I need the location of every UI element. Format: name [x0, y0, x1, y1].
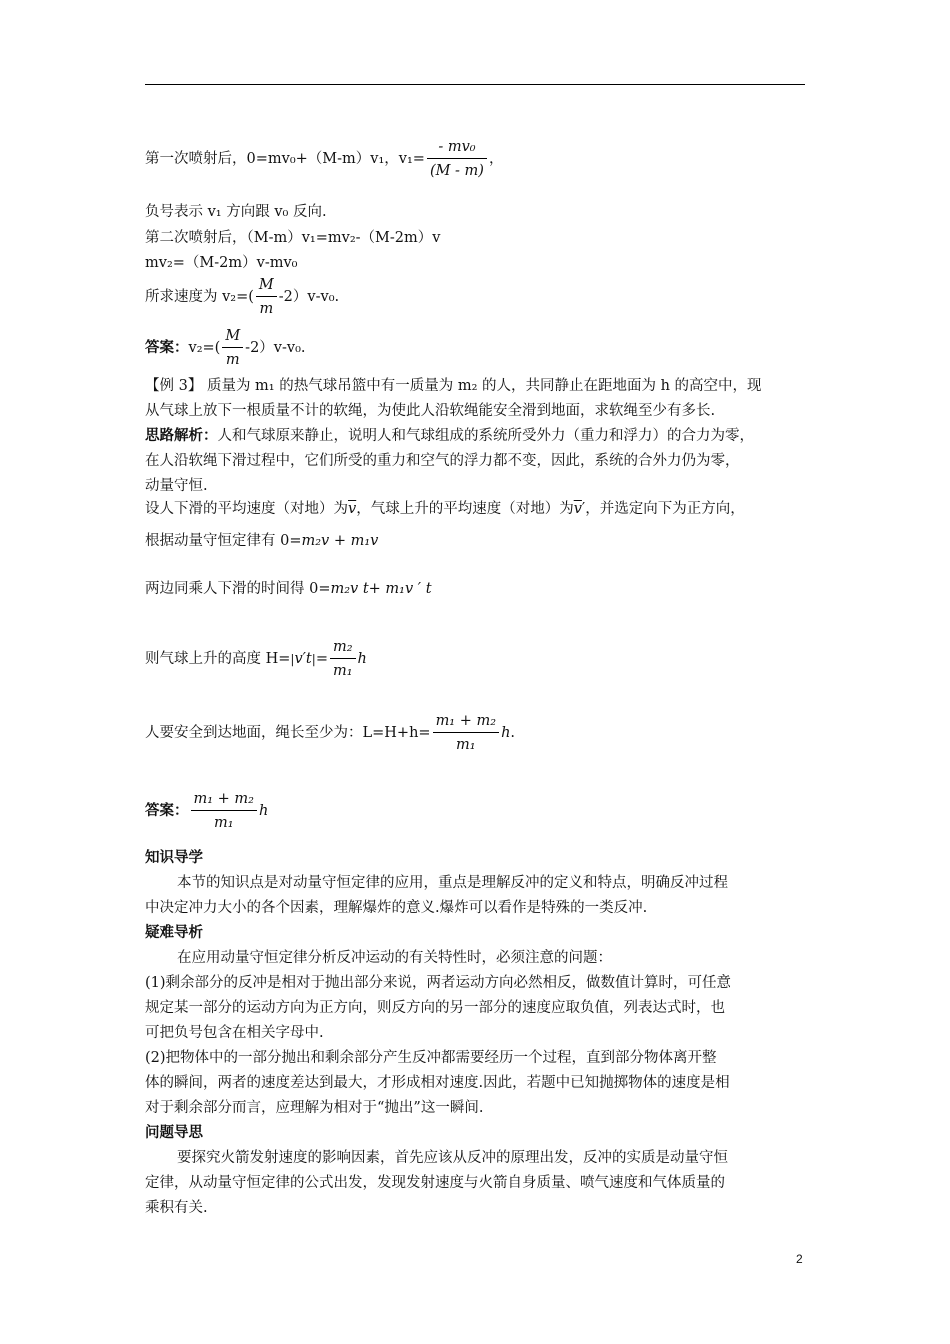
- answer-2-h: h: [259, 803, 269, 819]
- question-line-a: 要探究火箭发射速度的影响因素，首先应该从反冲的原理出发，反冲的实质是动量守恒: [177, 1150, 728, 1166]
- example3-line-a: 【例 3】 质量为 m₁ 的热气球吊篮中有一质量为 m₂ 的人，共同静止在距地面为 h 的高空中，现: [145, 378, 762, 394]
- answer-2-fraction: [191, 790, 258, 832]
- fraction-M-numerator: M: [256, 276, 277, 297]
- fraction-v1: [427, 138, 487, 180]
- rope-tail: .: [510, 725, 516, 741]
- knowledge-line-a: 本节的知识点是对动量守恒定律的应用，重点是理解反冲的定义和特点，明确反冲过程: [177, 875, 728, 891]
- set-text-a: 设人下滑的平均速度（对地）为: [145, 501, 348, 517]
- height-fraction: [330, 638, 356, 680]
- height-h: h: [357, 651, 367, 667]
- line-balloon-height: 则气球上升的高度 H=|v′t|= $\frac{\text{m₂}}{\text{m₁}}$ h: [145, 639, 367, 679]
- line-second-jet: 第二次喷射后，（M-m）v₁=mv₂-（M-2m）v: [145, 230, 441, 246]
- set-text-b: ，气球上升的平均速度（对地）为: [356, 501, 574, 517]
- answer-2-denominator: m₁: [213, 815, 234, 831]
- section-title-difficulty: 疑难导析: [145, 924, 203, 941]
- page-number: 2: [796, 1252, 803, 1266]
- text-first-jet-tail: ，: [488, 151, 504, 167]
- height-abs-expr: v′t: [294, 651, 312, 667]
- text-result-pre: 所求速度为 v₂=(: [145, 289, 254, 305]
- answer-1-denominator: m: [225, 352, 240, 368]
- set-text-c: ′，并选定向下为正方向，: [581, 501, 745, 517]
- rope-fraction: [433, 712, 500, 754]
- knowledge-line-b: 中决定冲力大小的各个因素，理解爆炸的意义.爆炸可以看作是特殊的一类反冲.: [145, 900, 648, 916]
- header-rule: [145, 84, 805, 85]
- text-result-post: -2）v-v₀.: [278, 289, 340, 305]
- law-expression: m₂v + m₁v: [301, 533, 379, 549]
- think-line-c: 动量守恒.: [145, 478, 208, 494]
- difficulty-line-g: 对于剩余部分而言，应理解为相对于“抛出”这一瞬间.: [145, 1100, 484, 1116]
- fraction-v1-denominator: (M - m): [429, 163, 484, 179]
- fraction-v1-numerator: - mv₀: [427, 138, 487, 159]
- section-title-knowledge: 知识导学: [145, 849, 203, 866]
- difficulty-line-c: 规定某一部分的运动方向为正方向，则反方向的另一部分的速度应取负值，列表达式时，也: [145, 1000, 725, 1016]
- fraction-m-denominator: m: [259, 301, 274, 317]
- rope-text: 人要安全到达地面，绳长至少为：L=H+h=: [145, 725, 431, 741]
- line-sign-note: 负号表示 v₁ 方向跟 v₀ 反向.: [145, 204, 327, 220]
- line-first-jet: [145, 138, 503, 180]
- difficulty-line-f: 体的瞬间，两者的速度差达到最大，才形成相对速度.因此，若题中已知抛掷物体的速度是相: [145, 1075, 730, 1091]
- answer-label-1: 答案：: [145, 339, 189, 356]
- rope-denominator: m₁: [456, 737, 476, 753]
- think-text-a: 人和气球原来静止，说明人和气球组成的系统所受外力（重力和浮力）的合力为零，: [217, 428, 754, 444]
- line-rope-length: [145, 712, 515, 754]
- rope-h: h: [501, 725, 511, 741]
- height-denominator: m₁: [332, 663, 353, 679]
- question-line-c: 乘积有关.: [145, 1200, 208, 1216]
- answer-2-numerator: m₁ + m₂: [191, 790, 258, 811]
- height-numerator: m₂: [330, 638, 356, 659]
- line-mv2: mv₂=（M-2m）v-mv₀: [145, 255, 298, 271]
- fraction-M-over-m: [256, 276, 277, 318]
- v-bar-prime-symbol: $\overline{v}$: [573, 501, 582, 517]
- think-line-b: 在人沿软绳下滑过程中，它们所受的重力和空气的浮力都不变，因此，系统的合外力仍为零，: [145, 453, 740, 469]
- line-multiply-time: [145, 580, 432, 598]
- line-result-speed: [145, 276, 339, 318]
- mult-expression: m₂v t+ m₁v ′ t: [330, 581, 432, 597]
- difficulty-line-d: 可把负号包含在相关字母中.: [145, 1025, 324, 1041]
- answer-1-pre: v₂=(: [188, 340, 221, 356]
- height-eq: =: [315, 651, 328, 667]
- difficulty-line-b: (1)剩余部分的反冲是相对于抛出部分来说，两者运动方向必然相反，做数值计算时，可任意: [145, 975, 732, 991]
- line-set-velocity: [145, 500, 745, 518]
- line-answer-1: [145, 327, 306, 369]
- think-line-a: [145, 427, 754, 445]
- rope-numerator: m₁ + m₂: [433, 712, 500, 733]
- example3-line-b: 从气球上放下一根质量不计的软绳，为使此人沿软绳能安全滑到地面，求软绳至少有多长.: [145, 403, 716, 419]
- mult-text: 两边同乘人下滑的时间得 0=: [145, 581, 331, 597]
- difficulty-line-a: 在应用动量守恒定律分析反冲运动的有关特性时，必须注意的问题：: [177, 950, 612, 966]
- question-line-b: 定律，从动量守恒定律的公式出发，发现发射速度与火箭自身质量、喷气速度和气体质量的: [145, 1175, 725, 1191]
- answer-1-fraction: [222, 327, 243, 369]
- answer-1-numerator: M: [222, 327, 243, 348]
- section-title-question: 问题导思: [145, 1124, 203, 1141]
- think-label: 思路解析：: [145, 427, 218, 444]
- answer-label-2: 答案：: [145, 802, 189, 819]
- difficulty-line-e: (2)把物体中的一部分抛出和剩余部分产生反冲都需要经历一个过程，直到部分物体离开整: [145, 1050, 717, 1066]
- height-text: 则气球上升的高度 H=: [145, 651, 291, 667]
- law-text: 根据动量守恒定律有 0=: [145, 533, 302, 549]
- line-answer-2: [145, 790, 268, 832]
- text-first-jet: 第一次喷射后，0=mv₀+（M-m）v₁，v₁=: [145, 151, 425, 167]
- answer-1-post: -2）v-v₀.: [245, 340, 306, 356]
- v-bar-symbol: $\overline{v}$: [348, 501, 357, 517]
- line-momentum-law: [145, 532, 378, 550]
